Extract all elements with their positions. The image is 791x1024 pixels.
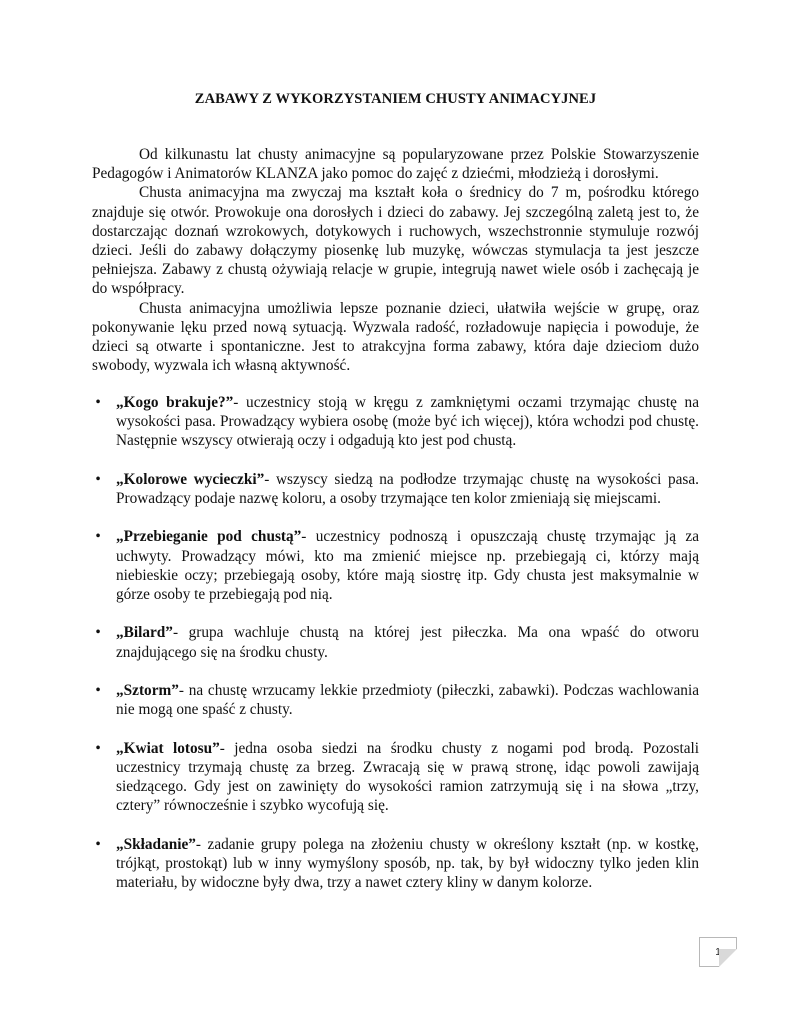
bullet-icon: • [95, 739, 101, 757]
intro-paragraph: Od kilkunastu lat chusty animacyjne są popularyzowane przez Polskie Stowarzyszenie Pedagogów i Animatorów KLANZA jako pomoc do zajęć z dziećmi, młodzieżą i dorosłymi. [92, 146, 699, 183]
game-name: „Składanie” [116, 835, 196, 853]
game-description: - jedna osoba siedzi na środku chusty z nogami pod brodą. Pozostali uczestnicy trzymają chustę za brzeg. Zwracają się w prawą stronę, idąc powoli zawijają siedzącego. Gdy jest on zawinięty do wysokości ramion zatrzymują się i na słowa „trzy, cztery” równocześnie i szybko wycofują się. [116, 739, 699, 815]
game-name: „Przebieganie pod chustą” [116, 528, 302, 546]
bullet-icon: • [95, 470, 101, 488]
game-description: - zadanie grupy polega na złożeniu chusty w określony kształt (np. w kostkę, trójkąt, prostokąt) lub w inny wymyślony sposób, np. tak, by był widoczny tylko jeden klin materiału, by widoczne były dwa, trzy a nawet cztery kliny w danym kolorze. [116, 835, 699, 891]
document-title: ZABAWY Z WYKORZYSTANIEM CHUSTY ANIMACYJNEJ [194, 91, 597, 107]
game-name: „Kwiat lotosu” [116, 739, 220, 757]
bullet-icon: • [95, 528, 101, 546]
bullet-icon: • [95, 681, 101, 699]
list-item [92, 393, 699, 451]
intro-section [92, 145, 699, 375]
game-description: - uczestnicy podnoszą i opuszczają chustę trzymając ją za uchwyty. Prowadzący mówi, kto ma zmienić miejsce np. przebiegają ci, którzy mają niebieskie oczy; przebiegają osoby, które mają siostrę itp. Gdy chusta jest maksymalnie w górze osoby te przebiegają pod nią. [116, 528, 699, 603]
page-number: 1 [715, 946, 721, 958]
list-item [92, 835, 699, 893]
game-name: „Kogo brakuje?” [116, 394, 234, 411]
list-item [92, 470, 699, 508]
game-description: - grupa wachluje chustą na której jest piłeczka. Ma ona wpaść do otworu znajdującego się na środku chusty. [116, 624, 699, 661]
list-item [92, 739, 699, 816]
game-name: „Bilard” [116, 624, 173, 642]
list-item [92, 681, 699, 719]
game-name: „Kolorowe wycieczki” [116, 470, 265, 488]
bullet-icon: • [95, 394, 101, 411]
intro-paragraph: Chusta animacyjna ma zwyczaj ma kształt koła o średnicy do 7 m, pośrodku którego znajduje się otwór. Prowokuje ona dorosłych i dzieci do zabawy. Jej szczególną zaletą jest to, że dostarczając doznań wzrokowych, dotykowych i ruchowych, wszechstronnie stymuluje rozwój dzieci. Jeśli do zabawy dołączymy piosenkę lub muzykę, wówczas stymulacja ta jest jeszcze pełniejsza. Zabawy z chustą ożywiają relacje w grupie, integrują nawet wiele osób i zachęcają je do współpracy. [92, 184, 699, 298]
list-item [92, 623, 699, 661]
page-curl-icon [719, 949, 737, 967]
game-name: „Sztorm” [116, 681, 179, 699]
game-description: - wszyscy siedzą na podłodze trzymając chustę na wysokości pasa. Prowadzący podaje nazwę koloru, a osoby trzymające ten kolor zmieniają się miejscami. [116, 470, 699, 507]
page-number-box [699, 937, 737, 967]
game-description: - uczestnicy stoją w kręgu z zamkniętymi oczami trzymając chustę na wysokości pasa. Prowadzący wybiera osobę (może być ich więcej), która wchodzi pod chustę. Następnie wszyscy otwierają oczy i odgadują kto jest pod chustą. [116, 394, 699, 450]
intro-paragraph: Chusta animacyjna umożliwia lepsze poznanie dzieci, ułatwiła wejście w grupę, oraz pokonywanie lęku przed nową sytuacją. Wyzwala radość, rozładowuje napięcia i powoduje, że dzieci są otwarte i spontaniczne. Jest to atrakcyjna forma zabawy, która daje dzieciom dużo swobody, wyzwala ich własną aktywność. [92, 299, 699, 375]
games-list [92, 393, 699, 911]
list-item [92, 527, 699, 604]
bullet-icon: • [95, 835, 101, 853]
bullet-icon: • [95, 624, 101, 642]
game-description: - na chustę wrzucamy lekkie przedmioty (piłeczki, zabawki). Podczas wachlowania nie mogą one spaść z chusty. [116, 681, 699, 719]
